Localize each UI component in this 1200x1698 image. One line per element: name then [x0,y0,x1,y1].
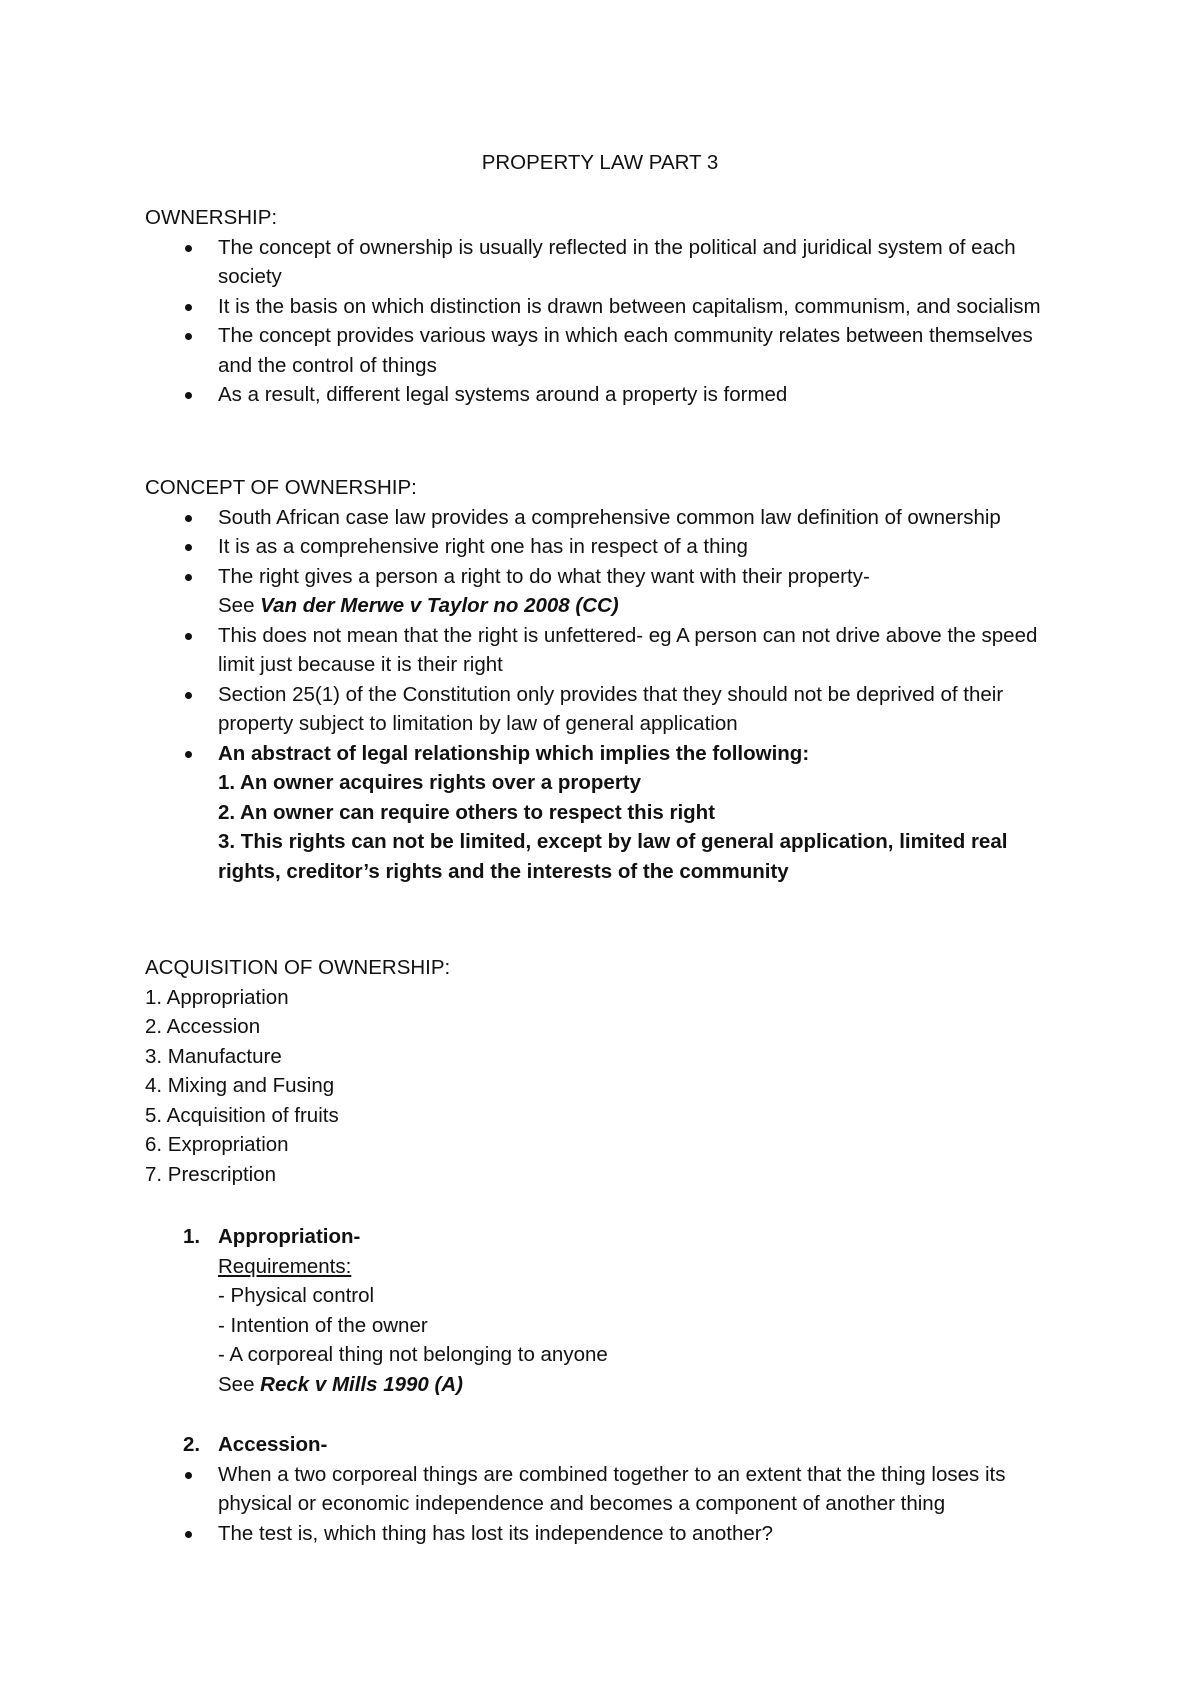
list-item: As a result, different legal systems around a property is formed [145,380,1065,410]
list-item: The concept of ownership is usually reflected in the political and juridical system of each society [145,233,1065,292]
see-text: See [218,594,261,617]
concept-section [145,473,1065,886]
acquisition-section [145,953,1065,1189]
section-title: Accession- [218,1433,328,1456]
list-item: This does not mean that the right is unfettered- eg A person can not drive above the speed limit just because it is their right [145,621,1065,680]
ownership-bullets [145,233,1065,410]
list-item-text: The right gives a person a right to do what they want with their property- [218,564,870,588]
accession-heading [145,1430,1065,1460]
section-title: Appropriation- [218,1225,361,1248]
acquisition-list [145,983,1065,1190]
accession-section [145,1430,1065,1548]
list-item: It is as a comprehensive right one has in respect of a thing [145,532,1065,562]
list-item: When a two corporeal things are combined together to an extent that the thing loses its physical or economic independence and becomes a component of another thing [145,1460,1065,1519]
list-item-text: An abstract of legal relationship which implies the following: [218,741,810,765]
concept-bullets [145,503,1065,887]
case-citation: Van der Merwe v Taylor no 2008 (CC) [260,594,619,617]
appropriation-section [145,1222,1065,1399]
list-item: 1. Appropriation [145,985,289,1009]
section-number: 1. [183,1225,201,1248]
accession-bullets [145,1460,1065,1549]
list-item: 4. Mixing and Fusing [145,1074,335,1097]
list-item: 3. Manufacture [145,1044,282,1068]
concept-heading: CONCEPT OF OWNERSHIP: [145,476,417,499]
case-citation: Reck v Mills 1990 (A) [260,1372,463,1396]
list-item: South African case law provides a comprehensive common law definition of ownership [145,503,1065,533]
list-item [145,562,1065,621]
list-item: 5. Acquisition of fruits [145,1103,339,1127]
appropriation-heading [145,1222,1065,1252]
list-item: The concept provides various ways in which each community relates between themselves and the control of things [145,321,1065,380]
requirement-item: - A corporeal thing not belonging to anyone [218,1343,608,1366]
list-item: 2. Accession [145,1015,261,1038]
sub-item: 3. This rights can not be limited, except by law of general application, limited real rights, creditor’s rights and the interests of the community [218,830,1008,883]
requirements-label: Requirements: [218,1254,352,1278]
sub-item: 2. An owner can require others to respect this right [218,800,716,824]
ownership-heading: OWNERSHIP: [145,206,278,229]
list-item: The test is, which thing has lost its independence to another? [145,1519,1065,1549]
page-title: PROPERTY LAW PART 3 [481,151,719,174]
acquisition-heading: ACQUISITION OF OWNERSHIP: [145,956,451,979]
list-item [145,739,1065,887]
see-line [145,1370,1065,1400]
ownership-section [145,203,1065,410]
list-item: 6. Expropriation [145,1133,289,1156]
see-text: See [218,1372,261,1396]
list-item: It is the basis on which distinction is drawn between capitalism, communism, and socialism [145,292,1065,322]
list-item: Section 25(1) of the Constitution only provides that they should not be deprived of their property subject to limitation by law of general application [145,680,1065,739]
requirement-item: - Intention of the owner [218,1313,428,1337]
requirement-item: - Physical control [218,1284,375,1307]
sub-item: 1. An owner acquires rights over a property [218,771,642,794]
list-item: 7. Prescription [145,1162,277,1186]
section-number: 2. [183,1433,201,1456]
